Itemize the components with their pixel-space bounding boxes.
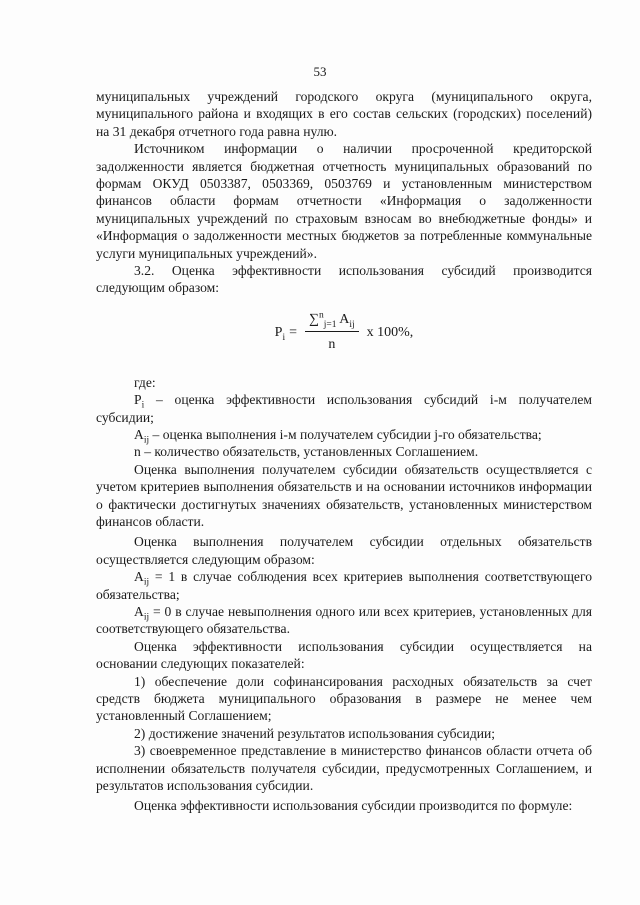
page-number: 53 — [313, 64, 327, 79]
paragraph-continuation: муниципальных учреждений городского округа (муниципального округа, муниципального района и входящих в его состав сельских (городских) поселений) на 31 декабря отчетного года равна нулю. — [96, 89, 592, 139]
rule-a-equals-1: $A_{ij} = 1$ в случае соблюдения всех критериев выполнения соответствующего обязательства; — [96, 569, 592, 602]
formula-efficiency — [96, 311, 592, 354]
formula-denominator: n — [328, 337, 336, 353]
formula-lhs: $P_i$ — [274, 324, 286, 343]
rule-a-equals-0: $A_{ij} = 0$ в случае невыполнения одного или всех критериев, установленных для соответствующего обязательства. — [96, 603, 592, 637]
formula-multiplier: x 100%, — [366, 324, 414, 340]
paragraph-individual-obligations: Оценка выполнения получателем субсидии отдельных обязательств осуществляется следующим образом: — [96, 534, 592, 567]
definition-p: $P_i$ – оценка эффективности использования субсидий i-м получателем субсидии; — [96, 392, 592, 425]
page-content — [96, 88, 592, 815]
definition-n: n – количество обязательств, установленных Соглашением. — [134, 444, 479, 460]
list-item-3: 3) своевременное представление в министерство финансов области отчета об исполнении обязательств получателя субсидии, предусмотренных Соглашением, и результатов использования субсидии. — [96, 743, 592, 794]
formula-numerator: ∑$^n_{j=1}$ $A_{ij}$ — [305, 311, 359, 332]
paragraph-source-info: Источником информации о наличии просроченной кредиторской задолженности является бюджетная отчетность муниципальных образований по формам ОКУД 0503387, 0503369, 0503769 и установленным министерством финансов области формам отчетности «Информация о задолженности муниципальных учреждений по страховым взносам во внебюджетные фонды» и «Информация о задолженности местных бюджетов за потребленные коммунальные услуги муниципальных учреждений». — [96, 141, 592, 261]
paragraph-formula-intro: Оценка эффективности использования субсидии производится по формуле: — [134, 798, 573, 814]
list-item-1: 1) обеспечение доли софинансирования расходных обязательств за счет средств бюджета муниципального образования в размере не менее чем установленный Соглашением; — [96, 673, 592, 724]
formula-equals: = — [289, 324, 298, 340]
paragraph-obligation-assessment: Оценка выполнения получателем субсидии обязательств осуществляется с учетом критериев выполнения обязательств и на основании источников информации о фактически достигнутых значениях обязательств, установленных министерством финансов области. — [96, 461, 592, 529]
formula-fraction — [305, 311, 359, 354]
paragraph-indicators-intro: Оценка эффективности использования субсидии осуществляется на основании следующих показателей: — [96, 638, 592, 672]
formula-expression — [275, 311, 414, 354]
paragraph-section-3-2: 3.2. Оценка эффективности использования субсидий производится следующим образом: — [96, 263, 592, 296]
paragraph-where: где: — [134, 374, 156, 390]
definition-a: $A_{ij}$ – оценка выполнения i-м получателем субсидии j-го обязательства; — [134, 426, 542, 446]
list-item-2: 2) достижение значений результатов использования субсидии; — [134, 725, 496, 741]
